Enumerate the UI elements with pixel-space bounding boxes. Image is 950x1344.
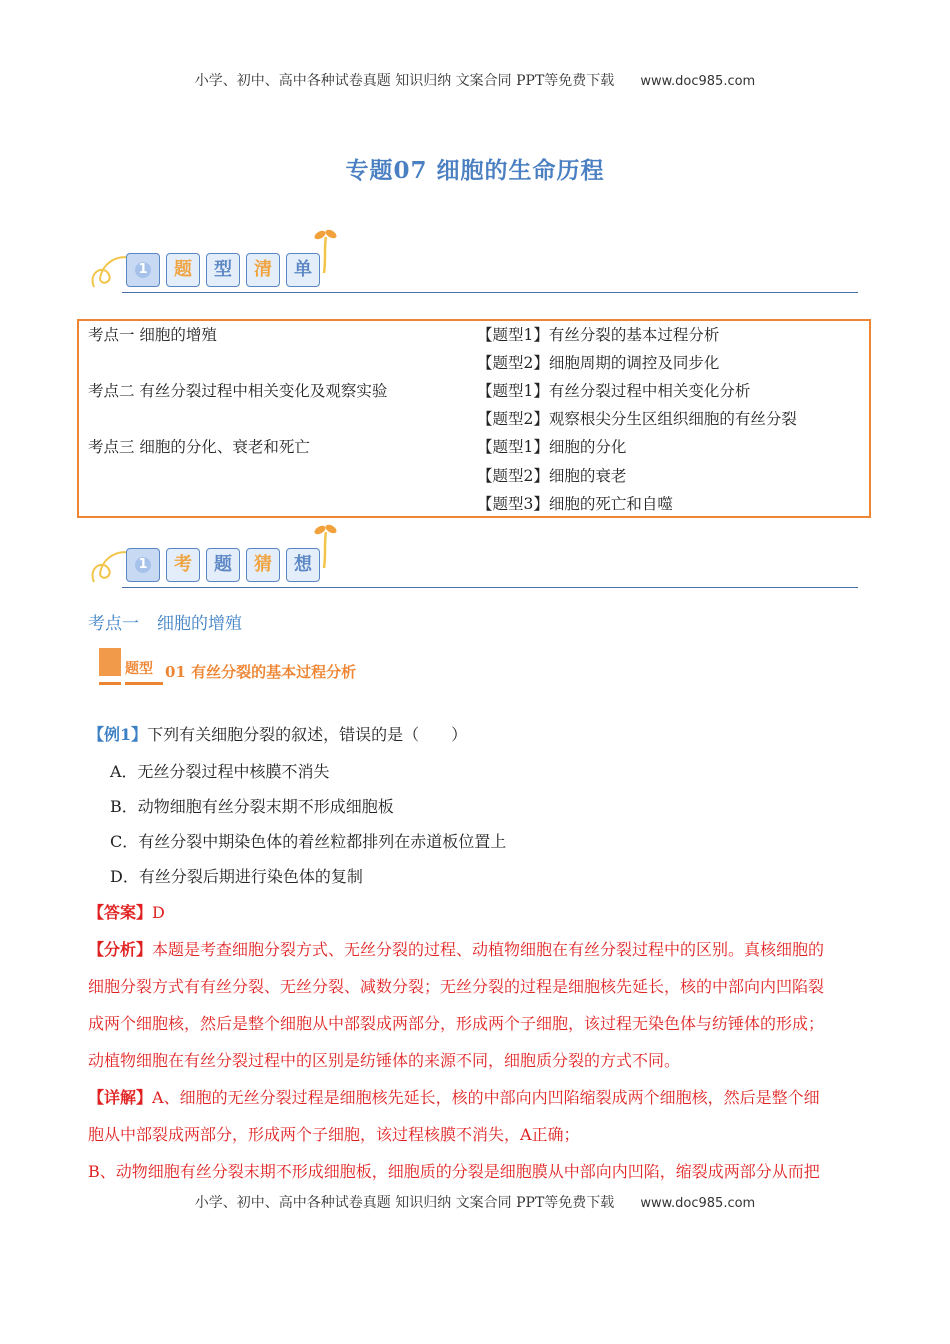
detail-tag: 【详解】 [88,1088,153,1107]
outline-point: 考点二 有丝分裂过程中相关变化及观察实验 [88,382,388,400]
outline-type: 【题型1】有丝分裂过程中相关变化分析 [477,382,751,400]
footer-text: 小学、初中、高中各种试卷真题 知识归纳 文案合同 PPT等免费下载 [194,1195,615,1211]
type-heading: 01 有丝分裂的基本过程分析 [165,663,357,681]
option-d: D．有丝分裂后期进行染色体的复制 [110,867,363,886]
type-badge [99,648,165,688]
option-a: A．无丝分裂过程中核膜不消失 [110,762,330,781]
analysis-line: 成两个细胞核，然后是整个细胞从中部裂成两部分，形成两个子细胞，该过程无染色体与纺锤体的形成； [88,1014,825,1033]
question-text: 下列有关细胞分裂的叙述，错误的是（ ） [147,725,468,744]
badge-label: 题型 [125,661,153,677]
badge-underline [99,682,121,685]
sprout-icon [310,520,340,570]
question-type-list-banner [88,225,858,295]
banner-rule [122,587,858,588]
analysis-line: 动植物细胞在有丝分裂过程中的区别是纺锤体的来源不同，细胞质分裂的方式不同。 [88,1051,681,1070]
outline-point: 考点三 细胞的分化、衰老和死亡 [88,438,310,456]
outline-type: 【题型3】细胞的死亡和自噬 [477,495,673,513]
document-title: 专题07 细胞的生命历程 [345,157,605,184]
outline-point: 考点一 细胞的增殖 [88,326,217,344]
header-url[interactable]: www.doc985.com [640,74,756,89]
page-footer [0,1192,950,1212]
section-heading [88,609,242,634]
header-text: 小学、初中、高中各种试卷真题 知识归纳 文案合同 PPT等免费下载 [194,73,615,89]
banner-char-tile: 猜 [246,548,280,582]
page-header [0,70,950,90]
banner-char-tile: 想 [286,548,320,582]
banner-number-tile: 1 [126,548,160,582]
banner-char-tile: 题 [206,548,240,582]
banner-rule [122,292,858,293]
detail-line: B、动物细胞有丝分裂末期不形成细胞板，细胞质的分裂是细胞膜从中部向内凹陷，缩裂成两部分从而把 [88,1162,820,1181]
answer-line [88,900,165,923]
sprout-icon [310,225,340,275]
section-name: 细胞的增殖 [157,614,242,634]
analysis-tag: 【分析】 [88,940,153,959]
banner-char-tile: 单 [286,253,320,287]
banner-char-tile: 清 [246,253,280,287]
option-c: C．有丝分裂中期染色体的着丝粒都排列在赤道板位置上 [110,832,507,851]
analysis-line [88,937,824,960]
analysis-line: 细胞分裂方式有有丝分裂、无丝分裂、减数分裂；无丝分裂的过程是细胞核先延长，核的中部向内凹陷裂 [88,977,825,996]
outline-type: 【题型2】观察根尖分生区组织细胞的有丝分裂 [477,410,797,428]
outline-type: 【题型2】细胞周期的调控及同步化 [477,354,720,372]
outline-type: 【题型1】细胞的分化 [477,438,627,456]
exam-guess-banner [88,520,858,590]
detail-line [88,1085,820,1108]
option-b: B．动物细胞有丝分裂末期不形成细胞板 [110,797,394,816]
analysis-text: 本题是考查细胞分裂方式、无丝分裂的过程、动植物细胞在有丝分裂过程中的区别。真核细胞的 [152,940,825,959]
banner-char-tile: 型 [206,253,240,287]
example-tag: 【例1】 [88,725,148,744]
outline-table [77,319,871,518]
section-label: 考点一 [88,614,139,634]
outline-type: 【题型1】有丝分裂的基本过程分析 [477,326,720,344]
banner-char-tile: 题 [166,253,200,287]
answer-value: D [152,903,165,922]
detail-line: 胞从中部裂成两部分，形成两个子细胞，该过程核膜不消失，A正确； [88,1125,580,1144]
badge-underline [125,682,163,685]
badge-square [99,648,121,676]
banner-char-tile: 考 [166,548,200,582]
footer-url[interactable]: www.doc985.com [640,1196,756,1211]
banner-number-tile: 1 [126,253,160,287]
answer-tag: 【答案】 [88,903,153,922]
example-question [88,722,467,745]
outline-type: 【题型2】细胞的衰老 [477,467,627,485]
detail-text: A、细胞的无丝分裂过程是细胞核先延长，核的中部向内凹陷缩裂成两个细胞核，然后是整个细 [152,1088,820,1107]
